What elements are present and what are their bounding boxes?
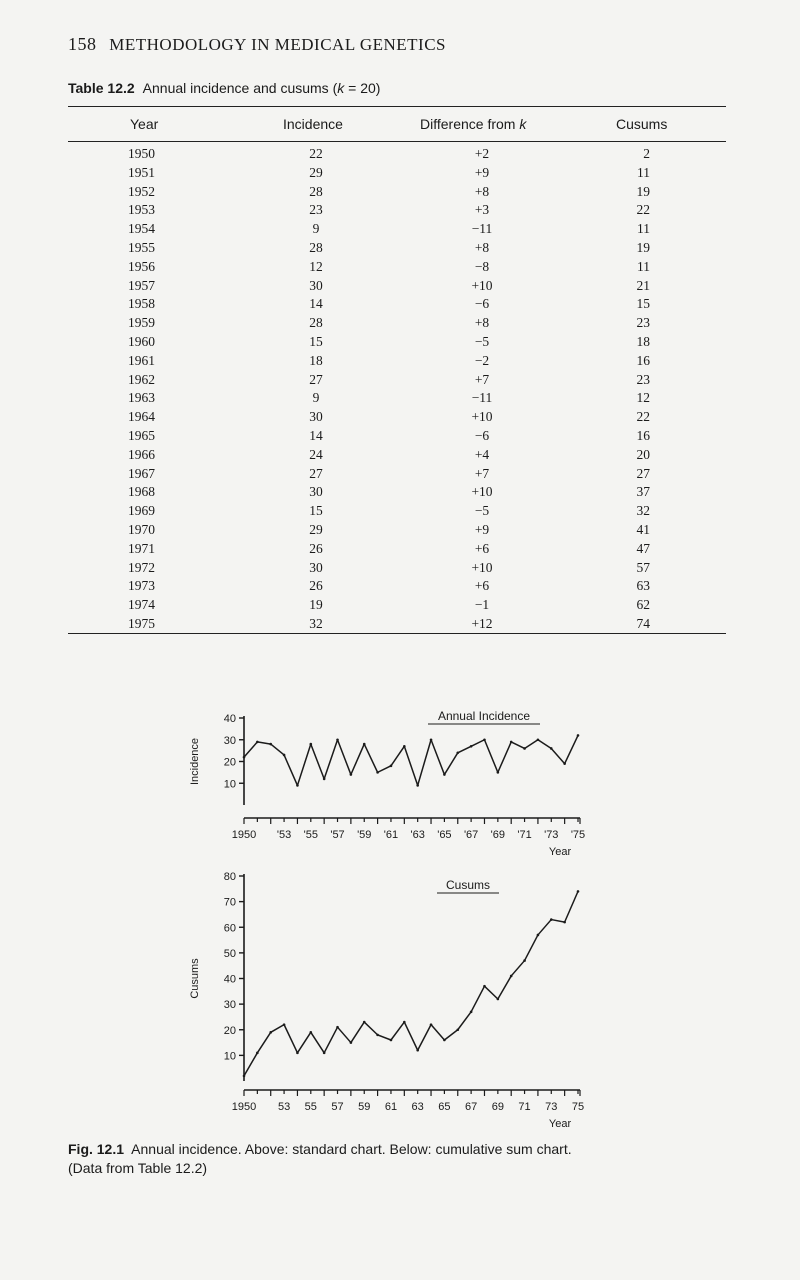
cusum-cell: 74 [636, 616, 650, 631]
incidence-cell: 23 [309, 202, 323, 218]
series-segment [484, 986, 497, 999]
figure-caption-line1 [68, 1140, 748, 1159]
series-segment [511, 961, 524, 976]
x-axis-label: Year [548, 1118, 572, 1130]
data-point [456, 752, 459, 755]
series-segment [404, 1022, 417, 1050]
incidence-cell: 26 [309, 578, 323, 594]
data-point [430, 738, 433, 741]
incidence-cell: 18 [309, 352, 323, 368]
incidence-cell: 28 [309, 315, 323, 331]
data-point [323, 1052, 326, 1055]
data-point [497, 998, 500, 1001]
difference-cell: −6 [474, 296, 490, 312]
series-segment [338, 740, 351, 775]
cusum-cell: 11 [637, 164, 650, 180]
cusum-cell: 21 [636, 277, 650, 293]
cusum-cell: 63 [636, 578, 650, 594]
cusum-cell: 27 [636, 465, 650, 481]
data-point [470, 745, 473, 748]
y-axis-label: Cusums [189, 958, 201, 999]
incidence-cell: 27 [309, 465, 323, 481]
incidence-cell: 9 [312, 390, 320, 406]
data-point [363, 1021, 366, 1024]
incidence-cell: 30 [309, 484, 323, 500]
data-point [563, 762, 566, 765]
series-segment [271, 1025, 284, 1033]
data-point [510, 741, 513, 744]
x-tick-label: '73 [544, 829, 559, 841]
series-segment [271, 744, 284, 755]
data-point [416, 1049, 419, 1052]
x-tick-label: 71 [518, 1101, 531, 1113]
cusum-cell: 22 [636, 202, 650, 218]
series-segment [565, 735, 578, 763]
year-cell: 1975 [128, 616, 155, 631]
x-axis-label: Year [548, 846, 572, 858]
x-tick-label: 53 [277, 1101, 291, 1113]
series-segment [418, 740, 431, 786]
y-tick-label: 10 [223, 778, 236, 791]
data-point [256, 1052, 259, 1055]
x-tick-label: '71 [517, 829, 532, 841]
data-point [577, 890, 580, 893]
data-point [443, 773, 446, 776]
data-point [243, 756, 246, 759]
chart-title: Cusums [445, 878, 491, 892]
year-cell: 1972 [128, 559, 155, 575]
data-point [310, 1031, 313, 1034]
data-point [470, 1011, 473, 1014]
cusum-cell: 22 [636, 409, 650, 425]
difference-cell: −2 [474, 352, 490, 368]
y-tick-label: 40 [223, 973, 236, 986]
table-caption-tail: = 20) [344, 80, 381, 96]
data-point [403, 745, 406, 748]
series-segment [297, 744, 310, 785]
incidence-cell: 19 [309, 597, 323, 613]
year-cell: 1971 [128, 540, 155, 556]
series-segment [525, 935, 538, 961]
difference-cell: +7 [474, 465, 490, 481]
y-axis-label: Incidence [189, 737, 201, 786]
year-cell: 1962 [128, 371, 155, 387]
data-point [523, 747, 526, 750]
series-segment [498, 976, 511, 999]
chart-title: Annual Incidence [437, 709, 531, 723]
year-cell: 1963 [128, 390, 155, 406]
series-segment [364, 1022, 377, 1035]
year-cell: 1955 [128, 240, 155, 255]
difference-cell: +4 [474, 446, 490, 462]
series-segment [244, 1053, 257, 1076]
incidence-cell: 12 [309, 258, 323, 274]
series-segment [364, 744, 377, 772]
year-cell: 1956 [128, 258, 155, 274]
data-point [483, 985, 486, 988]
cusum-cell: 19 [636, 240, 650, 255]
data-point [550, 747, 553, 750]
data-point [336, 738, 339, 741]
year-cell: 1964 [128, 409, 155, 425]
cusum-cell: 32 [636, 503, 650, 519]
series-segment [565, 891, 578, 922]
difference-cell: −6 [474, 428, 490, 443]
year-cell: 1960 [128, 334, 155, 349]
cusum-cell: 16 [636, 352, 650, 368]
data-point [350, 773, 353, 776]
year-cell: 1974 [128, 597, 155, 613]
year-cell: 1970 [128, 522, 155, 537]
series-segment [471, 986, 484, 1012]
incidence-cell: 28 [309, 183, 323, 199]
x-tick-label: 65 [438, 1101, 451, 1113]
data-point [376, 1034, 379, 1037]
data-point [336, 1026, 339, 1029]
figure-caption [68, 1140, 748, 1178]
year-cell: 1951 [128, 164, 155, 180]
series-segment [538, 740, 551, 749]
cusum-cell: 15 [636, 296, 650, 312]
series-segment [391, 1022, 404, 1040]
incidence-cell: 15 [309, 334, 323, 349]
incidence-cell: 24 [309, 446, 323, 462]
x-tick-label: '53 [276, 829, 292, 841]
table-caption-text: Annual incidence and cusums ( [142, 80, 338, 96]
difference-cell: +9 [474, 164, 490, 180]
data-point [323, 778, 326, 781]
data-point [443, 1039, 446, 1042]
col-header-cusums: Cusums [616, 116, 668, 132]
y-tick-label: 80 [223, 871, 236, 883]
x-tick-label: 59 [358, 1101, 371, 1113]
data-point [483, 738, 486, 741]
x-tick-label: '55 [303, 829, 318, 841]
difference-cell: −1 [474, 597, 490, 613]
year-cell: 1966 [128, 446, 155, 462]
data-point [430, 1023, 433, 1026]
x-tick-label: 55 [304, 1101, 317, 1113]
cusum-cell: 47 [636, 540, 650, 556]
data-point [497, 771, 500, 774]
cusum-cell: 19 [636, 183, 650, 199]
series-segment [444, 753, 457, 775]
incidence-cell: 28 [309, 240, 323, 255]
series-segment [378, 766, 391, 773]
series-segment [244, 742, 257, 757]
difference-cell: +10 [471, 484, 493, 500]
x-tick-label: 61 [384, 1101, 398, 1113]
data-point [403, 1021, 406, 1024]
data-point [350, 1041, 353, 1044]
series-segment [538, 920, 551, 935]
x-tick-label: '63 [410, 829, 425, 841]
figure-label: Fig. 12.1 [68, 1141, 125, 1157]
y-tick-label: 60 [223, 922, 236, 935]
difference-cell: −11 [471, 221, 493, 237]
data-point [537, 934, 540, 937]
y-tick-label: 10 [223, 1050, 236, 1063]
x-tick-label: '67 [463, 829, 479, 841]
cusum-cell: 11 [637, 258, 650, 274]
cusum-cell: 23 [636, 371, 650, 387]
incidence-cell: 14 [309, 296, 323, 312]
series-segment [551, 748, 564, 763]
x-tick-label: 57 [331, 1101, 344, 1113]
incidence-cell: 30 [309, 409, 323, 425]
incidence-cell: 29 [309, 522, 323, 537]
cusum-cell: 20 [636, 446, 650, 462]
incidence-cell: 32 [309, 616, 323, 631]
data-point [269, 1031, 272, 1034]
incidence-cell: 22 [309, 146, 323, 161]
cusum-cell: 18 [636, 334, 650, 349]
series-segment [418, 1025, 431, 1051]
difference-cell: +9 [474, 522, 490, 537]
running-head: METHODOLOGY IN MEDICAL GENETICS [109, 35, 446, 54]
data-point [256, 741, 259, 744]
data-point [283, 1023, 286, 1026]
incidence-cell: 29 [309, 164, 323, 180]
data-point [577, 734, 580, 737]
difference-cell: +8 [474, 183, 490, 199]
series-segment [431, 1025, 444, 1040]
data-point [537, 738, 540, 741]
difference-cell: +8 [474, 240, 490, 255]
series-segment [351, 1022, 364, 1043]
figure-caption-text: Annual incidence. Above: standard chart. Below: cumulative sum chart. [131, 1141, 572, 1157]
data-point [296, 784, 299, 787]
difference-cell: +6 [474, 540, 490, 556]
difference-cell: −5 [474, 334, 490, 349]
data-point [416, 784, 419, 787]
x-tick-label: 63 [411, 1101, 424, 1113]
incidence-cell: 30 [309, 559, 323, 575]
incidence-cell: 15 [309, 503, 323, 519]
year-cell: 1965 [128, 428, 155, 443]
x-tick-label: '61 [383, 829, 399, 841]
col-header-incidence: Incidence [283, 116, 343, 132]
y-tick-label: 70 [223, 896, 236, 909]
x-tick-label: 69 [491, 1101, 504, 1113]
data-point [243, 1075, 246, 1078]
series-segment [391, 746, 404, 766]
data-point [390, 1039, 393, 1042]
series-segment [297, 1032, 310, 1053]
cusum-cell: 62 [636, 597, 650, 613]
incidence-cell: 26 [309, 540, 323, 556]
series-segment [284, 755, 297, 785]
series-segment [498, 742, 511, 772]
series-segment [471, 740, 484, 747]
incidence-cell: 27 [309, 371, 323, 387]
difference-cell: +10 [471, 277, 493, 293]
data-point [269, 743, 272, 746]
year-cell: 1968 [128, 484, 155, 500]
series-segment [378, 1035, 391, 1040]
difference-cell: +7 [474, 371, 490, 387]
year-cell: 1954 [128, 221, 155, 237]
year-cell: 1958 [128, 296, 155, 312]
series-segment [284, 1025, 297, 1053]
year-cell: 1969 [128, 503, 155, 519]
col-header-difference-text: Difference from [420, 116, 520, 132]
difference-cell: +3 [474, 202, 490, 218]
table-caption-k: k [337, 80, 345, 96]
cusum-cell: 57 [636, 559, 650, 575]
page-number: 158 [68, 34, 97, 54]
year-cell: 1953 [128, 202, 155, 218]
y-tick-label: 20 [223, 1024, 236, 1037]
data-point [390, 765, 393, 768]
year-cell: 1961 [128, 352, 155, 368]
series-segment [551, 920, 564, 923]
x-tick-label: 67 [464, 1101, 478, 1113]
incidence-cell: 9 [312, 221, 320, 237]
difference-cell: +2 [474, 146, 490, 161]
difference-cell: −8 [474, 258, 490, 274]
series-segment [431, 740, 444, 775]
difference-cell: +10 [471, 559, 493, 575]
series-segment [525, 740, 538, 749]
data-point [550, 918, 553, 921]
incidence-cell: 14 [309, 428, 323, 443]
series-segment [458, 1012, 471, 1030]
data-point [510, 975, 513, 978]
x-tick-label: '65 [437, 829, 452, 841]
incidence-cell: 30 [309, 277, 323, 293]
x-tick-label: '69 [490, 829, 506, 841]
series-segment [324, 740, 337, 779]
year-cell: 1957 [128, 277, 155, 293]
x-tick-label: '59 [357, 829, 372, 841]
difference-cell: −11 [471, 390, 493, 406]
year-cell: 1952 [128, 183, 155, 199]
cusum-cell: 12 [636, 390, 650, 406]
difference-cell: +8 [474, 315, 490, 331]
series-segment [444, 1030, 457, 1040]
cusum-cell: 2 [643, 146, 650, 161]
series-segment [458, 746, 471, 753]
cusum-cell: 41 [636, 522, 650, 537]
y-tick-label: 50 [223, 947, 236, 960]
data-point [296, 1052, 299, 1055]
data-point [376, 771, 379, 774]
data-point [363, 743, 366, 746]
series-segment [511, 742, 524, 749]
col-header-difference-k: k [519, 116, 527, 132]
cusum-cell: 37 [636, 484, 650, 500]
cusum-cell: 16 [636, 428, 650, 443]
data-point [310, 743, 313, 746]
year-cell: 1950 [128, 146, 155, 161]
series-segment [311, 744, 324, 779]
x-tick-label: 1950 [231, 829, 257, 841]
difference-cell: −5 [474, 503, 490, 519]
data-point [523, 959, 526, 962]
difference-cell: +10 [471, 409, 493, 425]
year-cell: 1973 [128, 578, 155, 594]
figure-caption-line2: (Data from Table 12.2) [68, 1160, 208, 1176]
difference-cell: +6 [474, 578, 490, 594]
x-tick-label: 75 [571, 1101, 585, 1113]
year-cell: 1959 [128, 315, 155, 331]
data-point [456, 1028, 459, 1031]
difference-cell: +12 [471, 616, 493, 631]
x-tick-label: 1950 [231, 1101, 257, 1113]
series-segment [257, 1032, 270, 1053]
col-header-year: Year [130, 116, 159, 132]
cusum-cell: 11 [637, 221, 650, 237]
series-segment [311, 1032, 324, 1053]
series-segment [338, 1027, 351, 1042]
y-tick-label: 40 [223, 713, 236, 725]
series-segment [351, 744, 364, 774]
series-segment [324, 1027, 337, 1053]
data-point [283, 754, 286, 757]
table-label: Table 12.2 [68, 80, 135, 96]
x-tick-label: '75 [570, 829, 586, 841]
y-tick-label: 20 [223, 756, 236, 769]
x-tick-label: 73 [545, 1101, 558, 1113]
data-point [563, 921, 566, 924]
series-segment [484, 740, 497, 773]
series-segment [257, 742, 270, 744]
x-tick-label: '57 [330, 829, 345, 841]
y-tick-label: 30 [223, 734, 236, 747]
series-segment [404, 746, 417, 785]
y-tick-label: 30 [223, 999, 236, 1012]
cusum-cell: 23 [636, 315, 650, 331]
year-cell: 1967 [128, 465, 155, 481]
